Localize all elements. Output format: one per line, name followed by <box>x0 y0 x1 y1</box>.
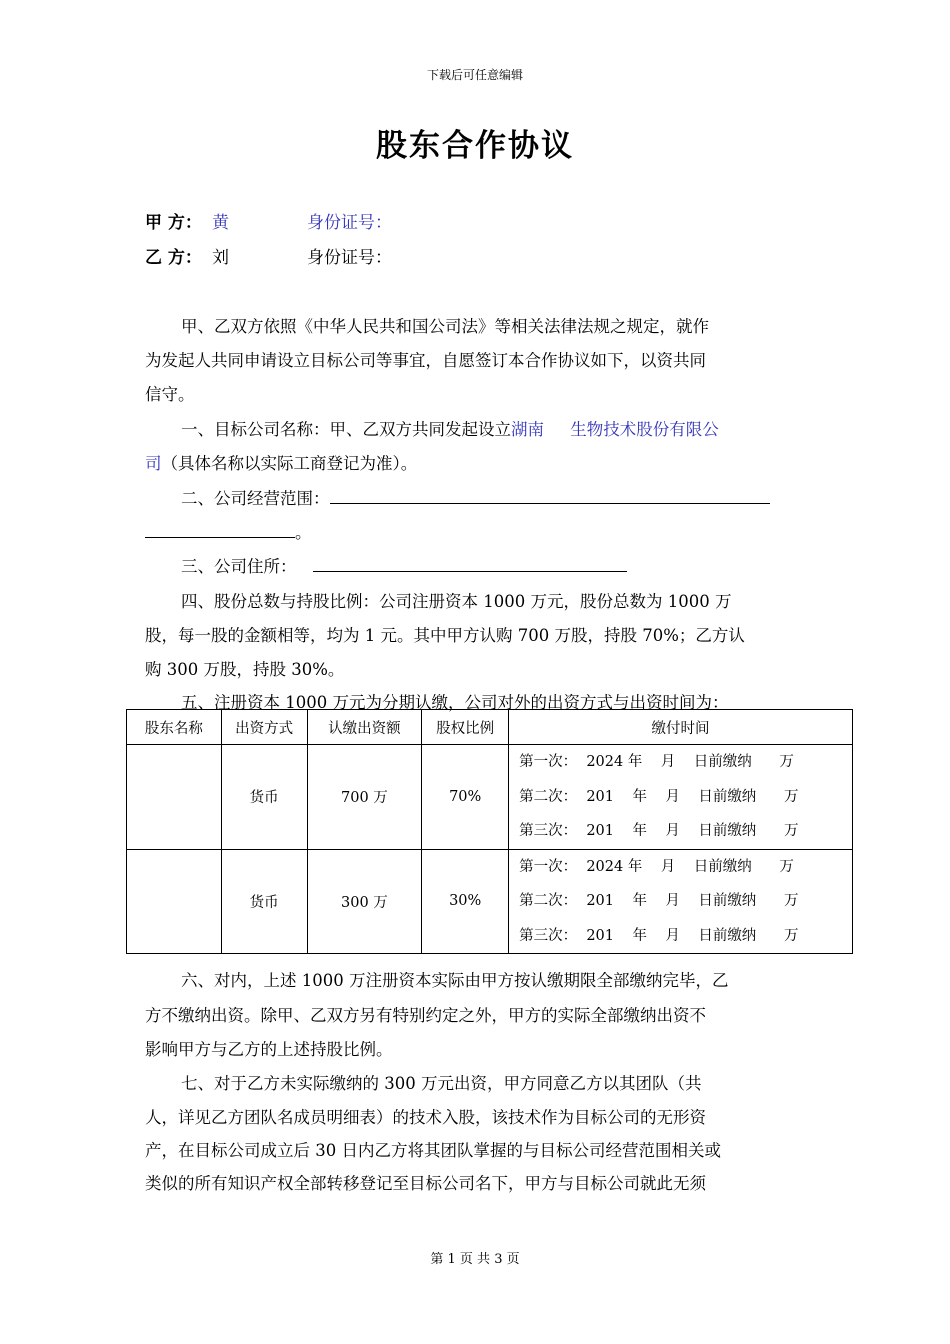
shareholder-name <box>127 745 222 850</box>
party-b-name: 刘 <box>212 248 229 268</box>
page-footer: 第 1 页 共 3 页 <box>430 1252 520 1267</box>
table-header: 认缴出资额 <box>307 710 422 745</box>
table-header: 缴付时间 <box>509 710 853 745</box>
intro-line: 信守。 <box>145 385 195 404</box>
clause-4-line: 购 300 万股，持股 30%。 <box>145 660 345 679</box>
clause-7-line: 产，在目标公司成立后 30 日内乙方将其团队掌握的与目标公司经营范围相关或 <box>145 1141 721 1160</box>
clause-7-line: 类似的所有知识产权全部转移登记至目标公司名下，甲方与目标公司就此无须 <box>145 1174 706 1193</box>
clause-1: 一、目标公司名称：甲、乙双方共同发起设立湖南 生物技术股份有限公 <box>181 420 719 439</box>
party-a-label: 甲 方： <box>145 213 202 233</box>
party-a-id-label: 身份证号： <box>307 213 392 233</box>
clause-5: 五、注册资本 1000 万元为分期认缴，公司对外的出资方式与出资时间为： <box>181 693 729 712</box>
table-header: 股权比例 <box>422 710 509 745</box>
equity-ratio: 30% <box>422 849 509 954</box>
capital-table <box>126 709 853 954</box>
clause-4-line: 股，每一股的金额相等，均为 1 元。其中甲方认购 700 万股，持股 70%；乙方认 <box>145 626 745 645</box>
payment-schedule: 第一次： 2024 年 月 日前缴纳 万 第二次： 201 年 月 日前缴纳 万 第三次： 201 年 月 日前缴纳 万 <box>509 745 853 850</box>
subscribed-amount: 700 万 <box>307 745 422 850</box>
party-b-id-label: 身份证号： <box>307 248 392 268</box>
clause-2: 二、公司经营范围： <box>181 485 770 509</box>
table-header: 出资方式 <box>221 710 307 745</box>
clause-6-line: 六、对内，上述 1000 万注册资本实际由甲方按认缴期限全部缴纳完毕，乙 <box>181 971 729 990</box>
company-name: 湖南 生物技术股份有限公 <box>511 420 719 439</box>
intro-line: 甲、乙双方依照《中华人民共和国公司法》等相关法律法规之规定，就作 <box>181 317 709 336</box>
page-header: 下载后可任意编辑 <box>426 68 523 82</box>
clause-6-line: 影响甲方与乙方的上述持股比例。 <box>145 1040 393 1059</box>
shareholder-name <box>127 849 222 954</box>
document-title: 股东合作协议 <box>376 128 574 164</box>
business-scope-blank <box>330 487 770 504</box>
table-header: 股东名称 <box>127 710 222 745</box>
party-a-name: 黄 <box>212 213 229 233</box>
clause-7-line: 人，详见乙方团队名成员明细表）的技术入股，该技术作为目标公司的无形资 <box>145 1108 706 1127</box>
clause-6-line: 方不缴纳出资。除甲、乙双方另有特别约定之外，甲方的实际全部缴纳出资不 <box>145 1006 706 1025</box>
table-row <box>127 849 853 954</box>
party-b-label: 乙 方： <box>145 248 202 268</box>
equity-ratio: 70% <box>422 745 509 850</box>
clause-3: 三、公司住所： <box>181 553 627 577</box>
clause-4-line: 四、股份总数与持股比例：公司注册资本 1000 万元，股份总数为 1000 万 <box>181 592 732 611</box>
contribution-method: 货币 <box>221 745 307 850</box>
contribution-method: 货币 <box>221 849 307 954</box>
address-blank <box>313 555 627 572</box>
subscribed-amount: 300 万 <box>307 849 422 954</box>
intro-line: 为发起人共同申请设立目标公司等事宜，自愿签订本合作协议如下，以资共同 <box>145 351 706 370</box>
clause-1-cont: 司（具体名称以实际工商登记为准）。 <box>145 454 418 473</box>
clause-2-cont: 。 <box>145 519 312 543</box>
table-header-row <box>127 710 853 745</box>
payment-schedule: 第一次： 2024 年 月 日前缴纳 万 第二次： 201 年 月 日前缴纳 万 第三次： 201 年 月 日前缴纳 万 <box>509 849 853 954</box>
clause-7-line: 七、对于乙方未实际缴纳的 300 万元出资，甲方同意乙方以其团队（共 <box>181 1074 702 1093</box>
table-row <box>127 745 853 850</box>
